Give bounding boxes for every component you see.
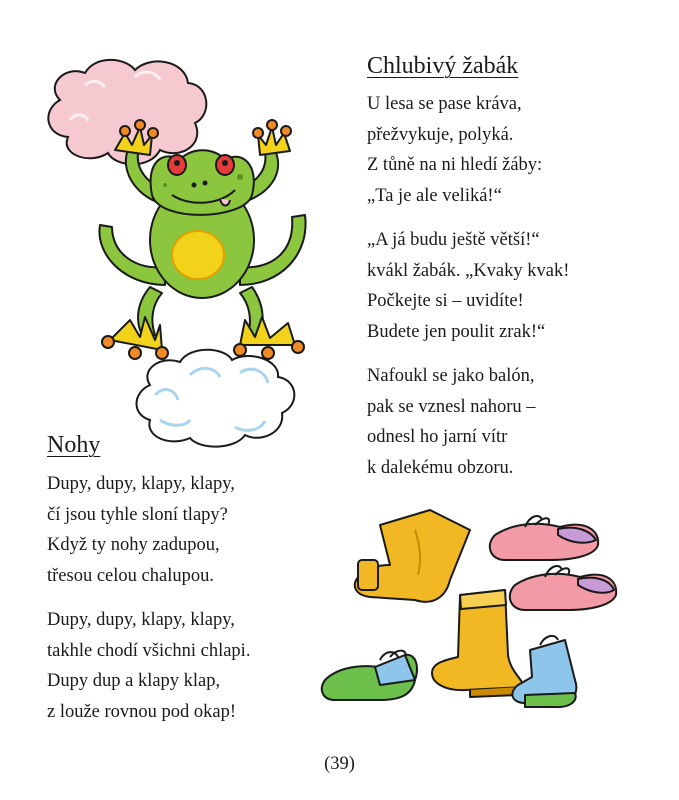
shoes-illustration [320,505,620,715]
tall-yellow-boot [432,590,525,697]
blue-boot [512,636,576,707]
verse-line: Budete jen poulit zrak!“ [367,321,546,342]
verse-line: čí jsou tyhle sloní tlapy? [47,504,228,525]
green-shoe [322,651,417,700]
poem-frog [367,52,667,483]
verse-line: z louže rovnou pod okap! [47,701,237,722]
verse-line: přežvykuje, polyká. [367,124,514,145]
verse-line: Dupy, dupy, klapy, klapy, [47,610,235,630]
verse-line: třesou celou chalupou. [47,565,214,586]
verse-line: U lesa se pase kráva, [367,94,522,114]
verse-line: pak se vznesl nahoru – [367,396,536,417]
page-number: (39) [324,754,355,774]
stanza [367,225,667,347]
verse-line: „Ta je ale veliká!“ [367,185,502,206]
verse-line: kvákl žabák. „Kvaky kvak! [367,260,570,281]
pink-shoe-2 [510,566,616,610]
poem-legs [47,431,347,727]
verse-line: „A já budu ještě větší!“ [367,230,540,250]
verse-line: k dalekému obzoru. [367,457,514,478]
verse-line: Nafoukl se jako balón, [367,366,535,386]
verse-line: Dupy dup a klapy klap, [47,671,221,691]
poem-frog-title: Chlubivý žabák [367,53,519,79]
poem-legs-title: Nohy [47,432,101,458]
stanza [47,469,347,591]
frog [99,120,305,359]
verse-line: Z tůně na ni hledí žáby: [367,155,543,175]
stanza [367,361,667,483]
verse-line: Když ty nohy zadupou, [47,535,220,555]
frog-illustration [40,55,340,455]
stanza [47,605,347,727]
verse-line: Počkejte si – uvidíte! [367,291,524,311]
verse-line: odnesl ho jarní vítr [367,427,508,447]
pink-shoe [490,516,598,560]
stanza [367,89,667,211]
verse-line: Dupy, dupy, klapy, klapy, [47,474,235,494]
yellow-boot [355,510,470,602]
verse-line: takhle chodí všichni chlapi. [47,640,251,661]
